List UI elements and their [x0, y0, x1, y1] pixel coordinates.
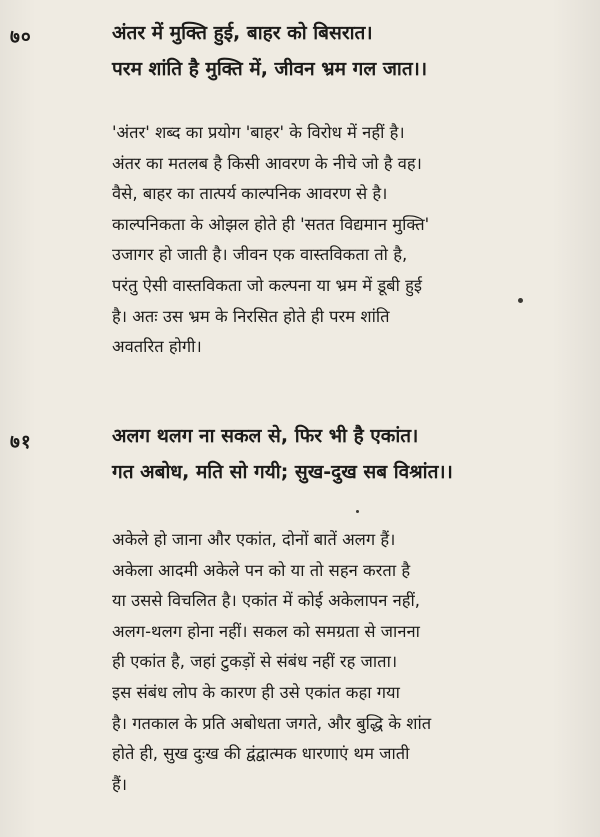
- commentary-70-line-6: परंतु ऐसी वास्तविकता जो कल्पना या भ्रम में डूबी हुई: [112, 275, 422, 295]
- commentary-71: [112, 525, 431, 800]
- commentary-70-line-1: 'अंतर' शब्द का प्रयोग 'बाहर' के विरोध में नहीं है।: [112, 123, 405, 142]
- ink-speck: [518, 298, 523, 303]
- verse-71-line-1: अलग थलग ना सकल से, फिर भी है एकांत।: [112, 425, 419, 447]
- commentary-70-line-8: अवतरित होगी।: [112, 337, 202, 357]
- commentary-71-line-4: अलग-थलग होना नहीं। सकल को समग्रता से जानना: [112, 621, 420, 641]
- commentary-71-line-6: इस संबंध लोप के कारण ही उसे एकांत कहा गया: [112, 682, 400, 702]
- commentary-70-line-3: वैसे, बाहर का तात्पर्य काल्पनिक आवरण से है।: [112, 184, 388, 204]
- verse-71: [112, 418, 453, 490]
- commentary-71-line-7: है। गतकाल के प्रति अबोधता जगते, और बुद्धि के शांत: [112, 713, 432, 733]
- commentary-71-line-8: होते ही, सुख दुःख की द्वंद्वात्मक धारणाएं थम जाती: [112, 744, 410, 764]
- commentary-70: [112, 118, 429, 363]
- commentary-71-line-5: ही एकांत है, जहां टुकड़ों से संबंध नहीं रह जाता।: [112, 652, 398, 672]
- commentary-70-line-7: है। अतः उस भ्रम के निरसित होते ही परम शांति: [112, 306, 390, 326]
- commentary-70-line-2: अंतर का मतलब है किसी आवरण के नीचे जो है वह।: [112, 153, 422, 173]
- commentary-71-line-1: अकेले हो जाना और एकांत, दोनों बातें अलग हैं।: [112, 530, 396, 549]
- commentary-71-line-2: अकेला आदमी अकेले पन को या तो सहन करता है: [112, 560, 411, 580]
- verse-number-71: ७१: [10, 431, 32, 453]
- commentary-71-line-3: या उससे विचलित है। एकांत में कोई अकेलापन नहीं,: [112, 591, 421, 611]
- verse-70: [112, 15, 427, 87]
- commentary-70-line-5: उजागर हो जाती है। जीवन एक वास्तविकता तो है,: [112, 245, 408, 265]
- commentary-70-line-4: काल्पनिकता के ओझल होते ही 'सतत विद्यमान मुक्ति': [112, 214, 430, 234]
- verse-70-line-1: अंतर में मुक्ति हुई, बाहर को बिसरात।: [112, 22, 373, 44]
- verse-70-line-2: परम शांति है मुक्ति में, जीवन भ्रम गल जात।।: [112, 58, 428, 80]
- commentary-71-line-9: हैं।: [112, 774, 128, 794]
- verse-71-line-2: गत अबोध, मति सो गयी; सुख-दुख सब विश्रांत।।: [112, 461, 453, 483]
- verse-number-70: ७०: [10, 26, 32, 48]
- ink-speck: [356, 510, 359, 513]
